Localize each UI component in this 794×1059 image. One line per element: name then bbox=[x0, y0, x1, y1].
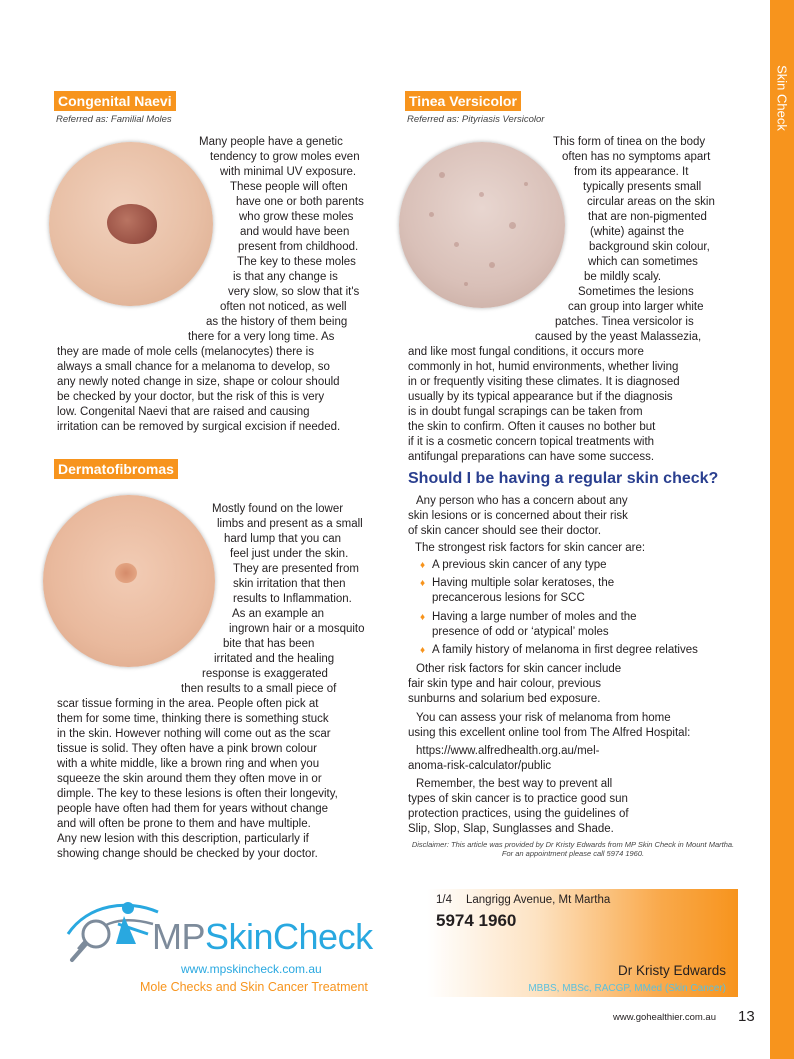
phone-number[interactable]: 5974 1960 bbox=[436, 911, 517, 930]
logo-tagline: Mole Checks and Skin Cancer Treatment bbox=[140, 980, 368, 994]
mole-photo bbox=[49, 142, 213, 306]
alfred-link-cont[interactable]: anoma-risk-calculator/public bbox=[408, 760, 552, 772]
skin-check-heading: Should I be having a regular skin check? bbox=[408, 470, 719, 487]
diamond-bullet-icon: ♦ bbox=[420, 578, 426, 590]
footer-url[interactable]: www.gohealthier.com.au bbox=[613, 1012, 716, 1023]
tinea-photo bbox=[399, 142, 565, 308]
list-item: ♦ Having a large number of moles and the presence of odd or ‘atypical’ moles bbox=[420, 610, 637, 638]
diamond-bullet-icon: ♦ bbox=[420, 560, 426, 571]
doctor-name: Dr Kristy Edwards bbox=[617, 963, 726, 978]
list-item: ♦ A previous skin cancer of any type bbox=[420, 558, 698, 573]
naevi-subtitle: Referred as: Familial Moles bbox=[56, 114, 172, 125]
website-link[interactable]: www.mpskincheck.com.au bbox=[181, 962, 322, 976]
doctor-qualifications: MBBS, MBSc, RACGP, MMed (Skin Cancer) bbox=[528, 983, 726, 994]
dermato-title: Dermatofibromas bbox=[54, 459, 178, 479]
mp-skin-check-logo bbox=[58, 894, 408, 994]
side-tab-label: Skin Check bbox=[774, 65, 790, 131]
side-tab bbox=[770, 0, 794, 1059]
disclaimer: Disclaimer: This article was provided by Dr Kristy Edwards from MP Skin Check in Mount Martha. For an appointment please call 5974 1960. bbox=[411, 840, 735, 858]
risk-factor-list bbox=[420, 558, 698, 661]
dermatofibroma-photo bbox=[43, 495, 215, 667]
address: 1/4 Langrigg Avenue, Mt Martha bbox=[436, 894, 611, 906]
mole-image bbox=[107, 204, 157, 244]
alfred-link[interactable]: https://www.alfredhealth.org.au/mel- bbox=[416, 745, 600, 757]
naevi-title: Congenital Naevi bbox=[54, 91, 176, 111]
tinea-title: Tinea Versicolor bbox=[405, 91, 521, 111]
diamond-bullet-icon: ♦ bbox=[420, 645, 426, 657]
tinea-subtitle: Referred as: Pityriasis Versicolor bbox=[407, 114, 545, 125]
page-number: 13 bbox=[738, 1008, 755, 1025]
logo-wordmark: MPSkinCheck bbox=[152, 916, 373, 957]
lump-image bbox=[115, 563, 137, 583]
list-item: ♦ Having multiple solar keratoses, the precancerous lesions for SCC bbox=[420, 577, 615, 605]
list-item: ♦ A family history of melanoma in first degree relatives bbox=[420, 643, 698, 658]
diamond-bullet-icon: ♦ bbox=[420, 611, 426, 623]
